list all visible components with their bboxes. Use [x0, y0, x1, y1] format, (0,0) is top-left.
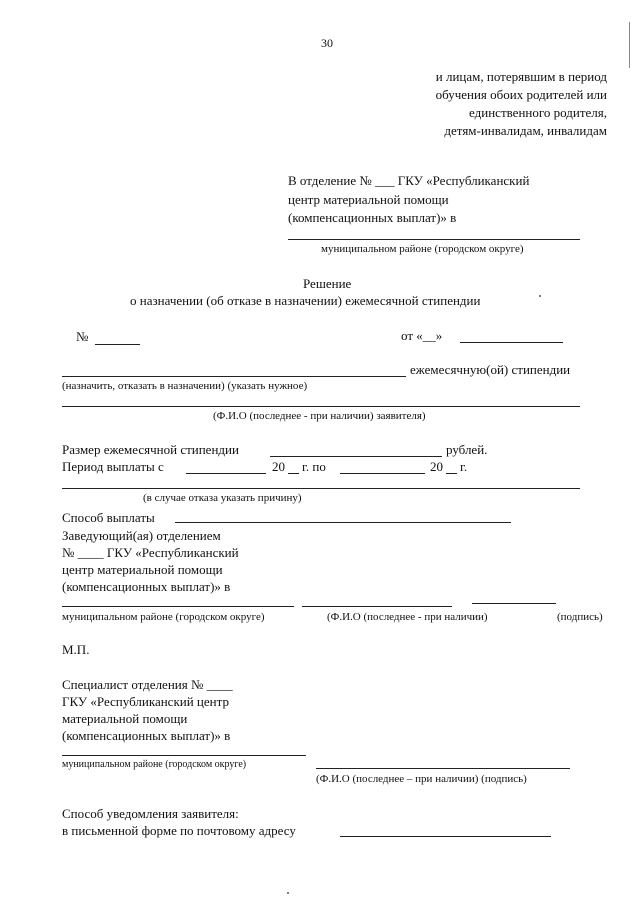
specialist-line: ГКУ «Республиканский центр	[62, 694, 229, 709]
addressee-district-caption: муниципальном районе (городском округе)	[321, 243, 524, 255]
head-line: центр материальной помощи	[62, 562, 223, 577]
specialist-district-field[interactable]	[62, 755, 306, 756]
addressee-district-field[interactable]	[288, 239, 580, 240]
payment-method-label: Способ выплаты	[62, 510, 155, 525]
period-year-to-field[interactable]	[446, 473, 457, 474]
specialist-district-caption: муниципальном районе (городском округе)	[62, 759, 247, 770]
specialist-fio-sign-field[interactable]	[316, 768, 570, 769]
head-line: № ____ ГКУ «Республиканский	[62, 545, 239, 560]
refusal-caption: (в случае отказа указать причину)	[143, 492, 302, 504]
decision-date-label: от «__»	[401, 328, 443, 343]
refusal-reason-field[interactable]	[62, 488, 580, 489]
decision-date-field[interactable]	[460, 342, 563, 343]
assign-field[interactable]	[62, 376, 406, 377]
head-signature-field[interactable]	[472, 603, 556, 604]
specialist-fio-sign-caption: (Ф.И.О (последнее – при наличии) (подпись)	[316, 773, 527, 785]
notification-line: в письменной форме по почтовому адресу	[62, 823, 296, 838]
payment-method-field[interactable]	[175, 522, 511, 523]
amount-label: Размер ежемесячной стипендии	[62, 442, 239, 457]
postal-address-field[interactable]	[340, 836, 551, 837]
scholarship-label: ежемесячную(ой) стипендии	[410, 362, 571, 377]
period-from-field[interactable]	[186, 473, 266, 474]
scan-mark	[629, 22, 630, 68]
head-fio-field[interactable]	[302, 606, 452, 607]
addressee-line: (компенсационных выплат)» в	[288, 210, 457, 225]
addressee-line: центр материальной помощи	[288, 192, 449, 207]
period-mid: г. по	[302, 459, 326, 474]
period-prefix: Период выплаты с	[62, 459, 164, 474]
period-suffix: г.	[460, 459, 468, 474]
scan-speck	[539, 295, 541, 297]
head-fio-caption: (Ф.И.О (последнее - при наличии)	[327, 611, 488, 623]
decision-subtitle: о назначении (об отказе в назначении) ежемесячной стипендии	[130, 293, 481, 308]
specialist-line: (компенсационных выплат)» в	[62, 728, 231, 743]
applicant-fio-field[interactable]	[62, 406, 580, 407]
amount-field[interactable]	[270, 456, 442, 457]
decision-number-field[interactable]	[95, 344, 140, 345]
addressee-line: В отделение № ___ ГКУ «Республиканский	[288, 173, 530, 188]
head-line: Заведующий(ая) отделением	[62, 528, 221, 543]
head-district-field[interactable]	[62, 606, 294, 607]
head-line: (компенсационных выплат)» в	[62, 579, 231, 594]
decision-title: Решение	[303, 276, 352, 291]
head-signature-caption: (подпись)	[557, 611, 603, 623]
stamp-label: М.П.	[62, 642, 90, 657]
addressee-tail-line: обучения обоих родителей или	[435, 87, 607, 102]
addressee-tail-line: единственного родителя,	[469, 105, 607, 120]
head-district-caption: муниципальном районе (городском округе)	[62, 611, 265, 623]
amount-unit: рублей.	[446, 442, 488, 457]
scan-speck	[287, 892, 289, 894]
addressee-tail-line: и лицам, потерявшим в период	[435, 69, 607, 84]
addressee-tail-line: детям-инвалидам, инвалидам	[444, 123, 607, 138]
period-year-from: 20	[272, 459, 285, 474]
period-to-field[interactable]	[340, 473, 425, 474]
period-year-to: 20	[430, 459, 443, 474]
page-number: 30	[321, 36, 333, 50]
specialist-line: Специалист отделения № ____	[62, 677, 233, 692]
specialist-line: материальной помощи	[62, 711, 188, 726]
applicant-fio-caption: (Ф.И.О (последнее - при наличии) заявителя)	[213, 410, 426, 422]
period-year-from-field[interactable]	[288, 473, 299, 474]
assign-caption: (назначить, отказать в назначении) (указать нужное)	[62, 380, 308, 392]
notification-title: Способ уведомления заявителя:	[62, 806, 239, 821]
decision-number-label: №	[76, 329, 89, 344]
